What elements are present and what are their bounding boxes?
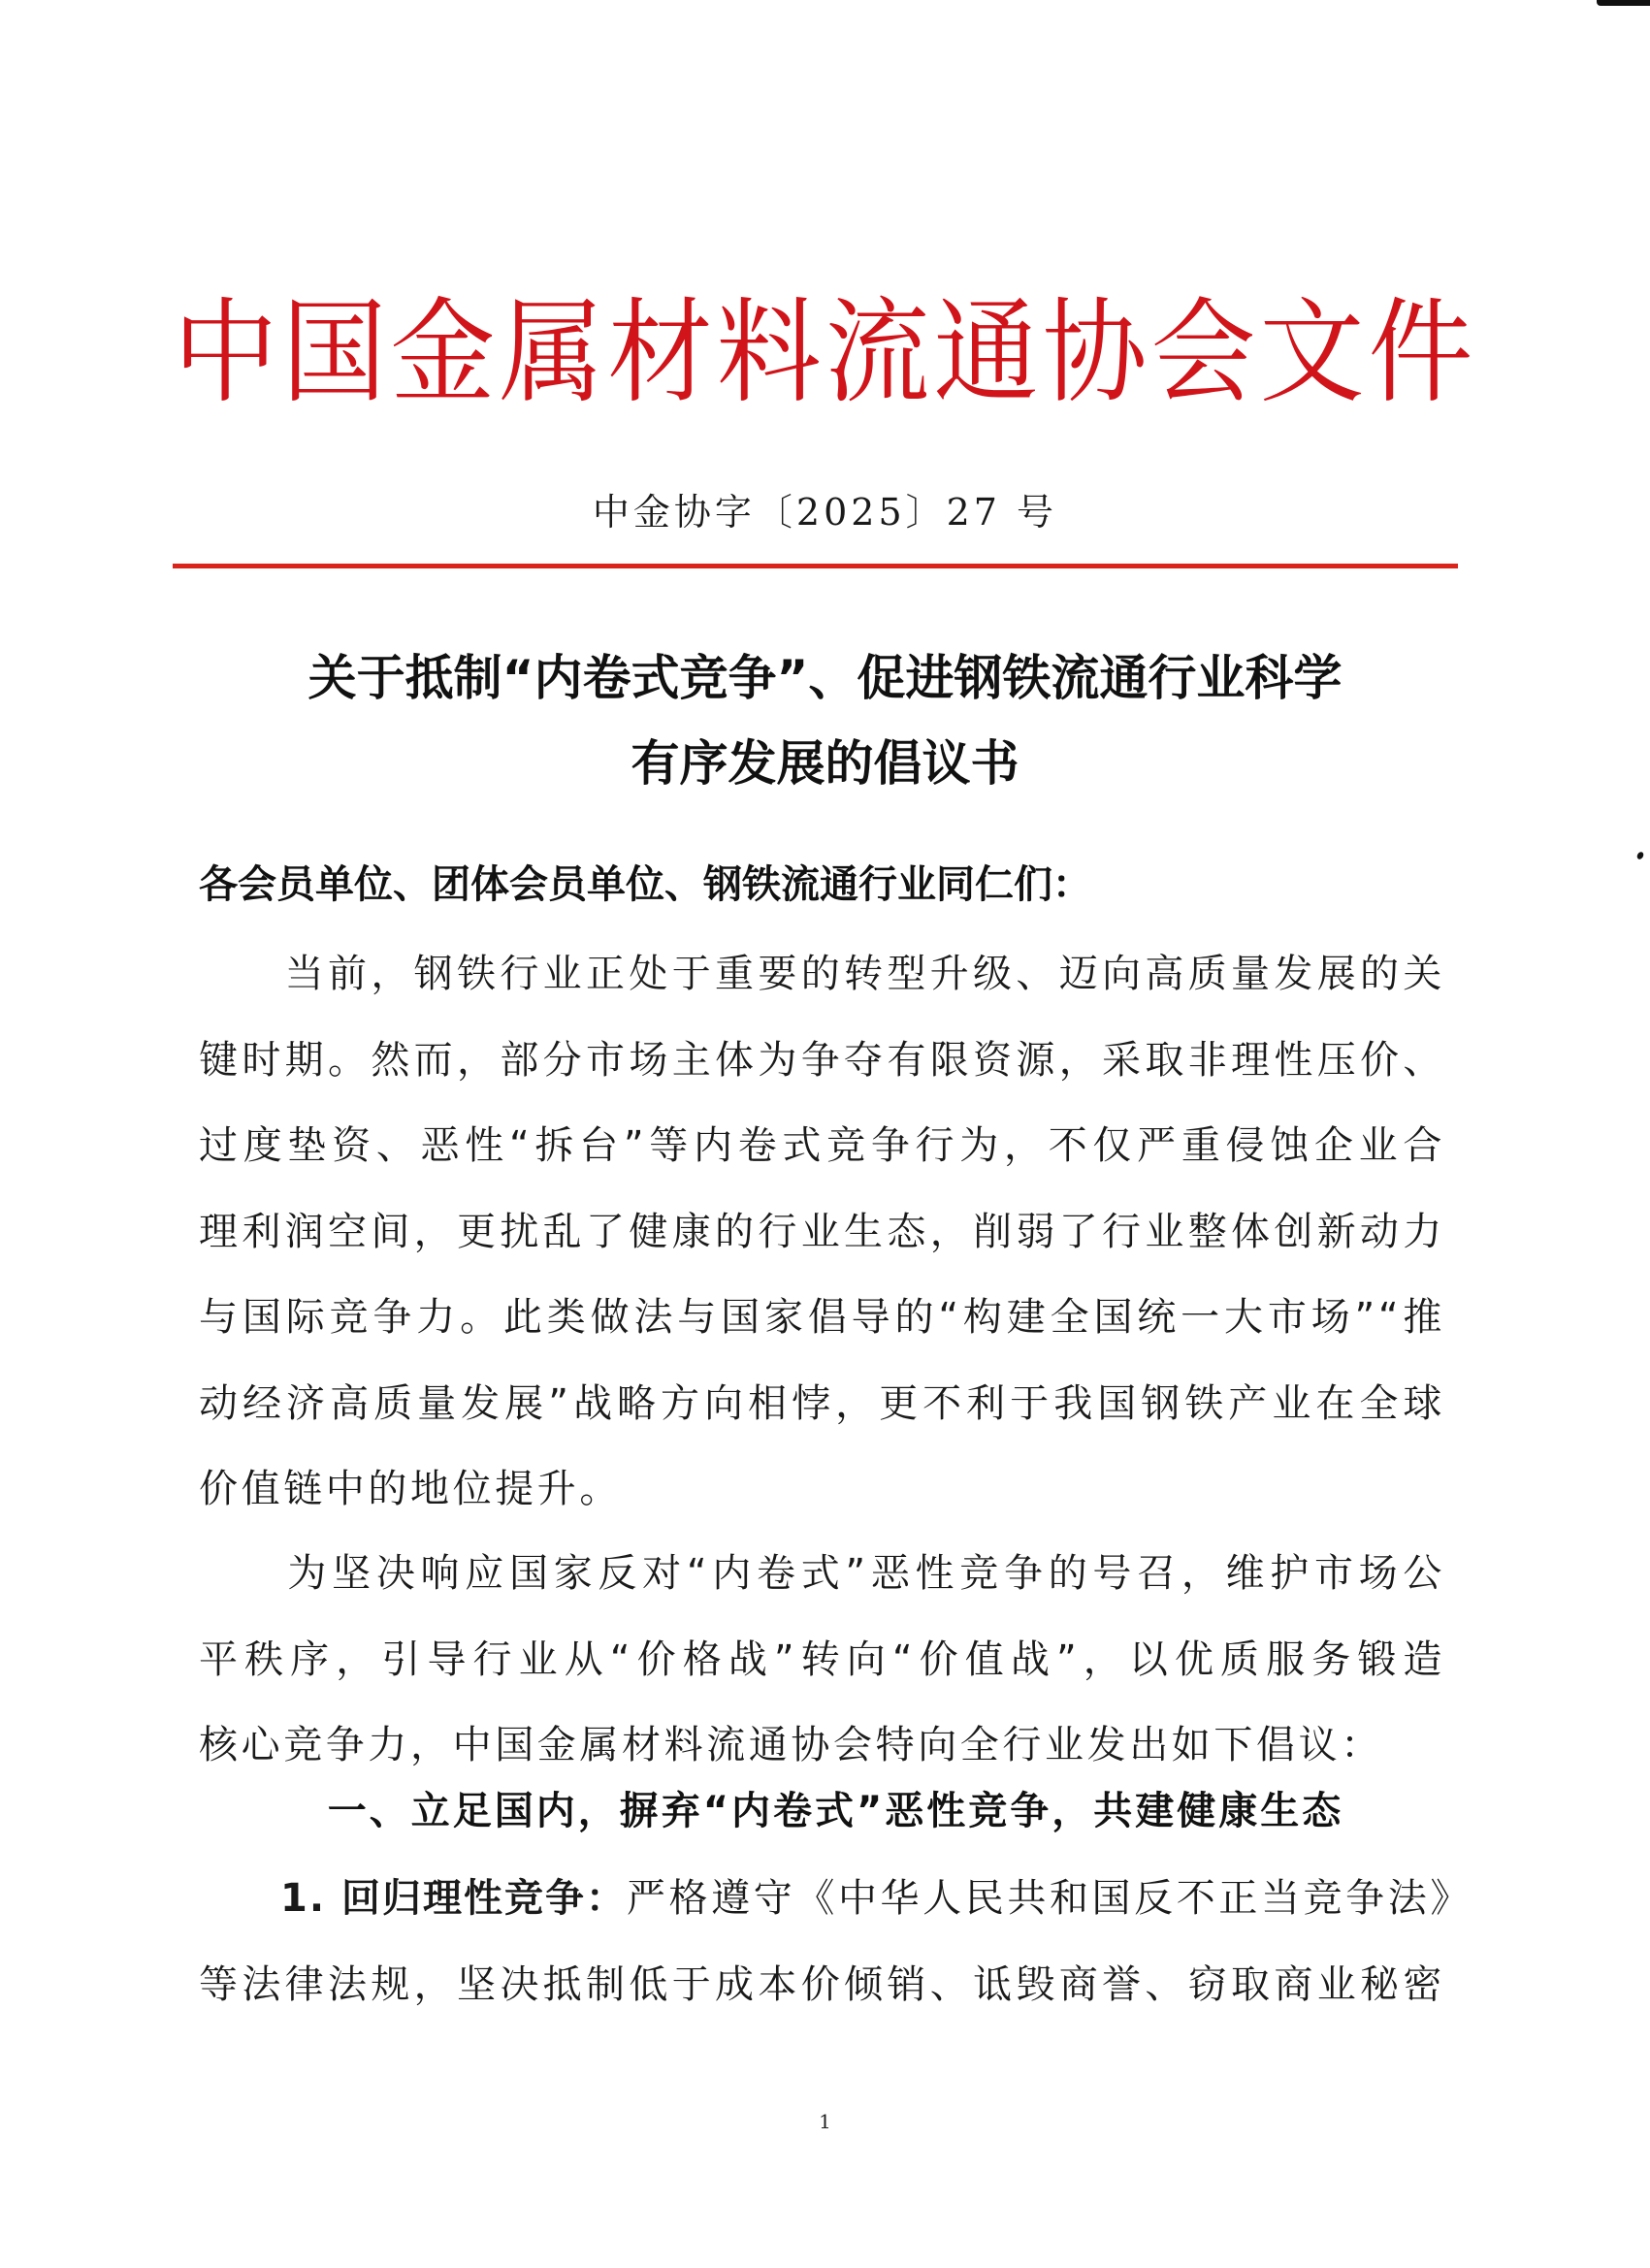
document-number: 中金协字〔2025〕27 号 [592, 491, 1058, 534]
proposal-item-1 [199, 1856, 1472, 2027]
issuer-header-title: 中国金属材料流通协会文件 [173, 287, 1477, 419]
paragraph-line: 核心竞争力，中国金属材料流通协会特向全行业发出如下倡议： [199, 1723, 1383, 1767]
proposal-item-first-line [199, 1856, 1472, 1942]
header-divider-rule [173, 564, 1458, 568]
paragraph-line: 动经济高质量发展”战略方向相悖，更不利于我国钢铁产业在全球 [199, 1380, 1445, 1426]
proposal-item-text: 严格遵守《中华人民共和国反不正当竞争法》 [626, 1876, 1472, 1921]
paragraph-line: 价值链中的地位提升。 [199, 1467, 622, 1511]
paragraph-line: 理利润空间，更扰乱了健康的行业生态，削弱了行业整体创新动力 [199, 1209, 1445, 1254]
paragraph-line: 与国际竞争力。此类做法与国家倡导的“构建全国统一大市场”“推 [199, 1295, 1445, 1340]
paragraph-line: 等法律法规，坚决抵制低于成本价倾销、诋毁商誉、窃取商业秘密 [199, 1961, 1445, 2007]
paragraph-line: 为坚决响应国家反对“内卷式”恶性竞争的号召，维护市场公 [199, 1551, 1445, 1596]
paragraph-line: 键时期。然而，部分市场主体为争夺有限资源，采取非理性压价、 [199, 1037, 1445, 1083]
paragraph-proposal-intro [199, 1531, 1445, 1789]
document-title [0, 635, 1650, 806]
scan-corner-mark [1597, 0, 1650, 6]
document-title-line-1: 关于抵制“内卷式竞争”、促进钢铁流通行业科学 [307, 650, 1343, 706]
document-title-line-2: 有序发展的倡议书 [631, 735, 1019, 792]
scan-speck [1635, 851, 1644, 860]
proposal-item-label: 1. 回归理性竞争： [199, 1876, 627, 1921]
page-number: 1 [819, 2110, 831, 2133]
paragraph-context [199, 931, 1445, 1533]
paragraph-line: 平秩序，引导行业从“价格战”转向“价值战”，以优质服务锻造 [199, 1636, 1445, 1682]
paragraph-line: 过度垫资、恶性“拆台”等内卷式竞争行为，不仅严重侵蚀企业合 [199, 1123, 1445, 1168]
paragraph-line: 当前，钢铁行业正处于重要的转型升级、迈向高质量发展的关 [199, 952, 1445, 996]
salutation: 各会员单位、团体会员单位、钢铁流通行业同仁们： [199, 862, 1091, 907]
section-heading-1: 一、立足国内，摒弃“内卷式”恶性竞争，共建健康生态 [327, 1789, 1344, 1833]
